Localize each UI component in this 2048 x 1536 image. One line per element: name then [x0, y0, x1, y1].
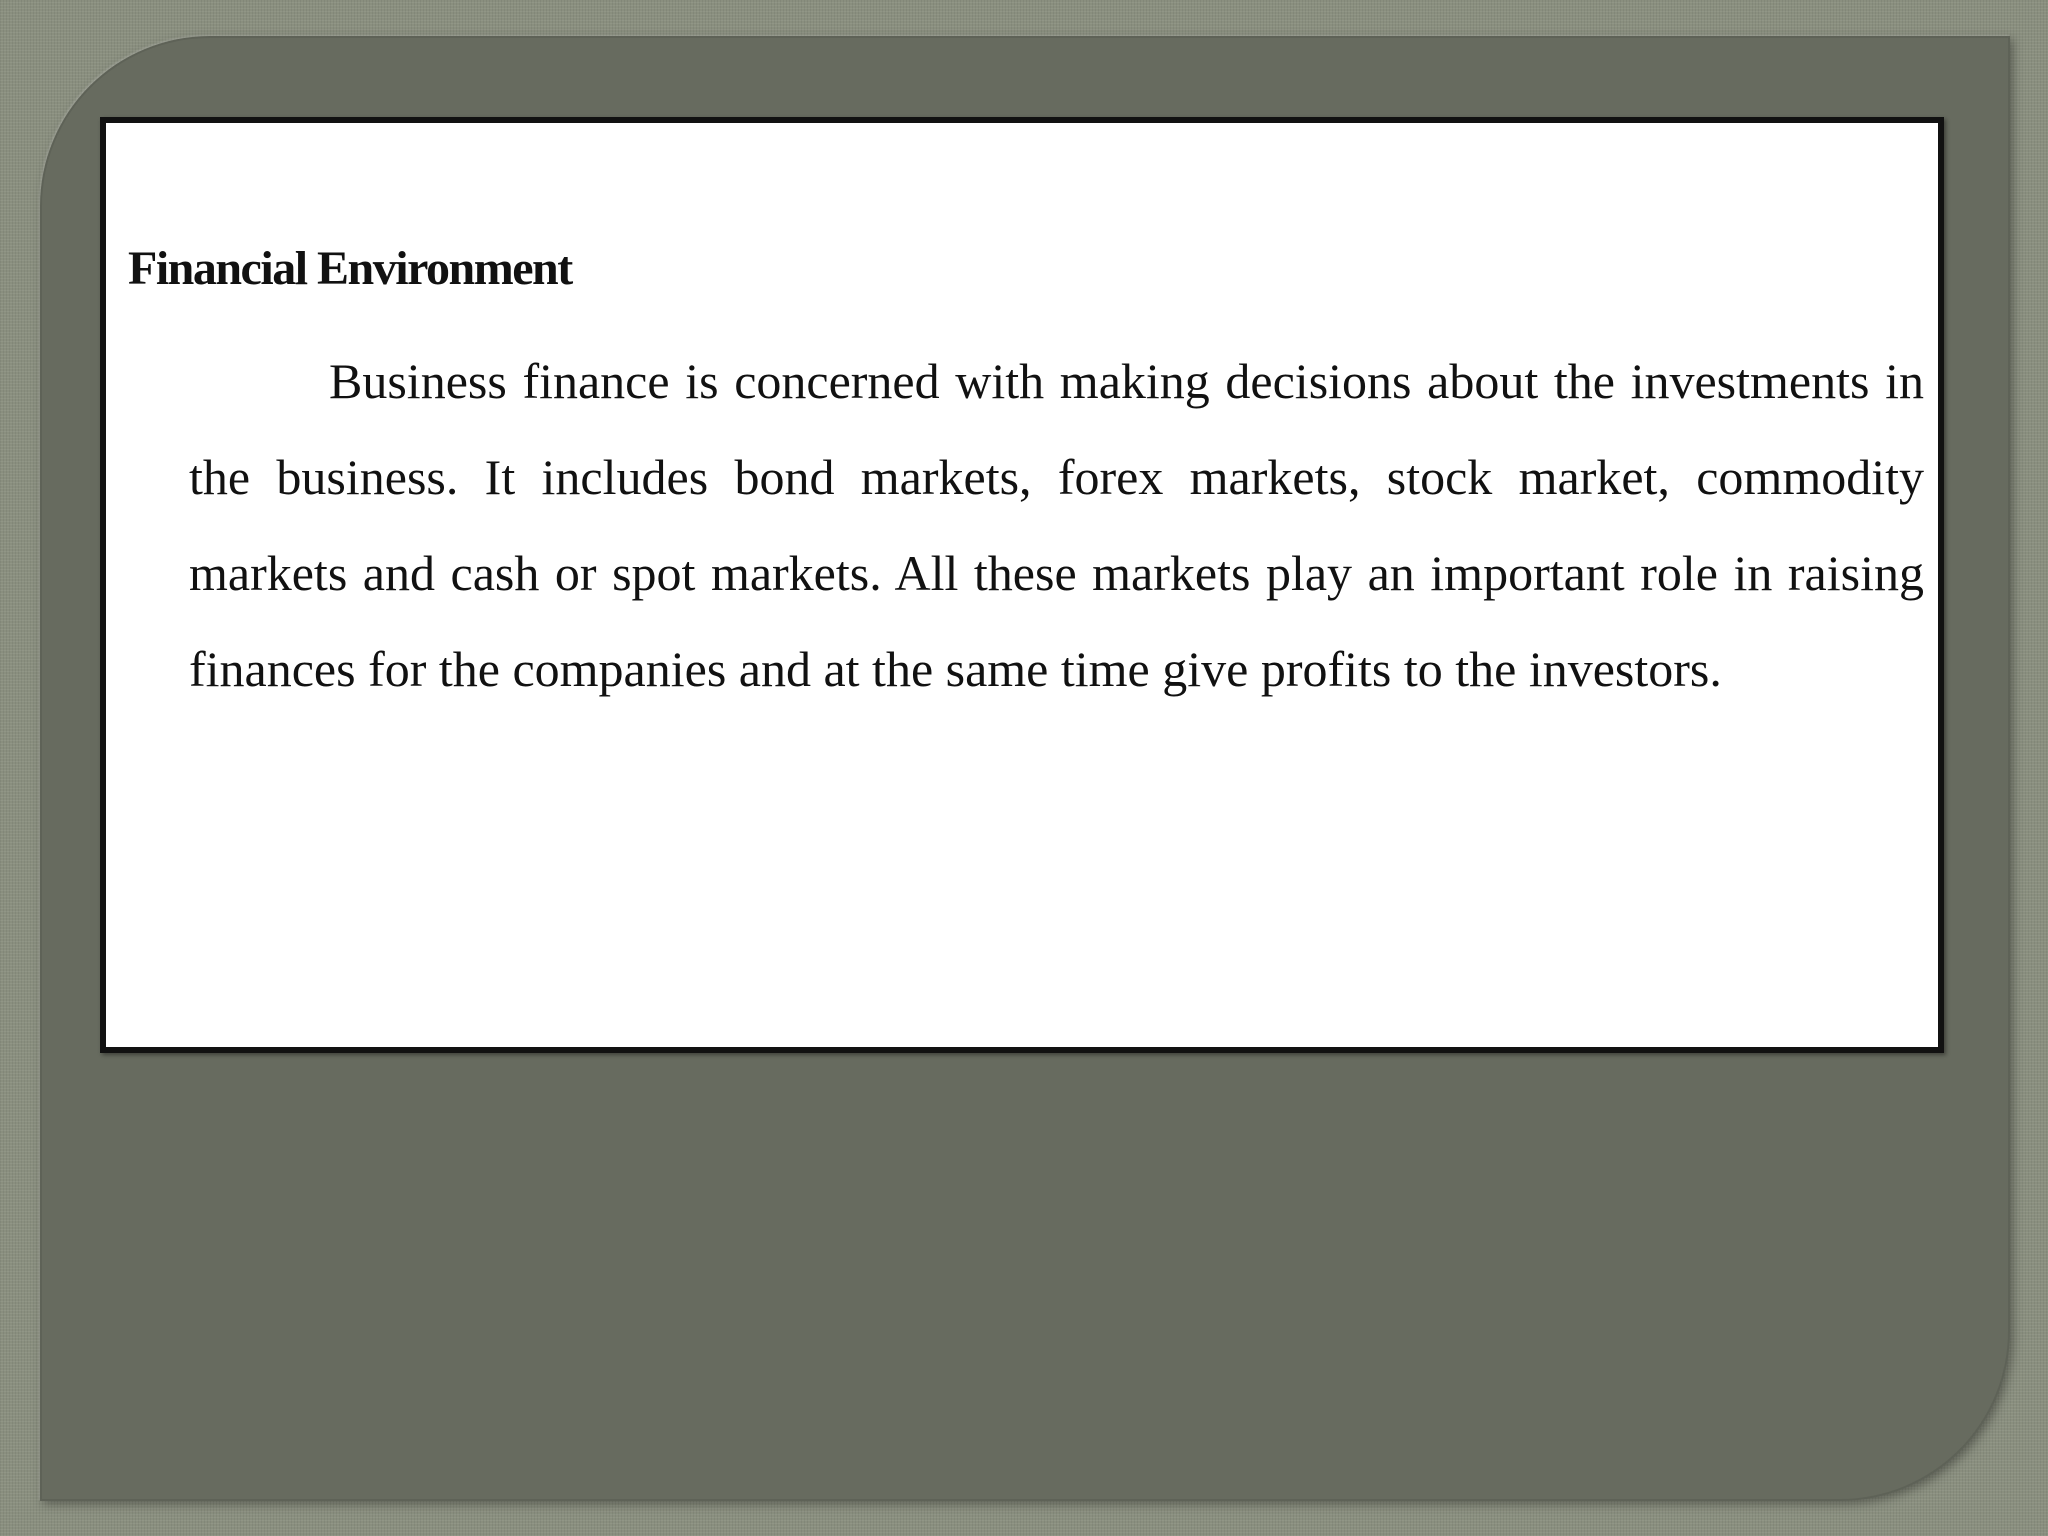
slide-body-text: Business finance is concerned with making decisions about the investments in the business. It includes bond markets, forex markets, stock market, commodity markets and cash or spot markets. All these markets play an important role in raising finances for the companies and at the same time give profits to the investors.: [189, 353, 1924, 697]
slide-heading: Financial Environment: [128, 242, 572, 295]
content-box: [100, 117, 1944, 1053]
